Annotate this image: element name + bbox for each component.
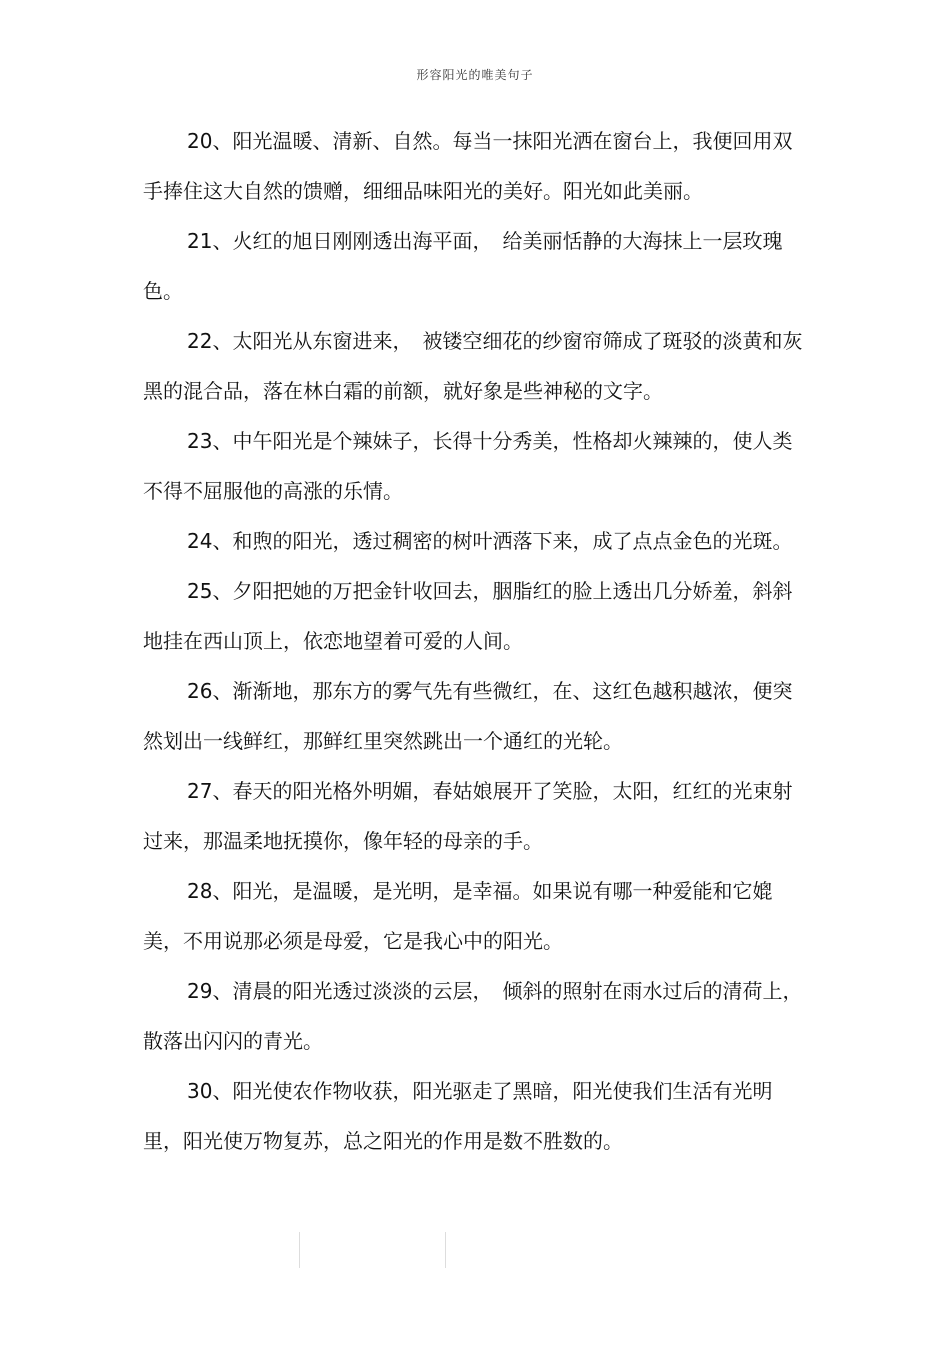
paragraph-24: 24、和煦的阳光，透过稠密的树叶洒落下来，成了点点金色的光斑。 <box>187 529 793 553</box>
paragraph-23: 23、中午阳光是个辣妹子，长得十分秀美，性格却火辣辣的，使人类不得不屈服他的高涨的乐情。 <box>143 429 793 503</box>
divider-right <box>445 1232 446 1268</box>
document-body <box>143 116 803 1166</box>
paragraph-27: 27、春天的阳光格外明媚，春姑娘展开了笑脸，太阳，红红的光束射过来，那温柔地抚摸你，像年轻的母亲的手。 <box>143 779 793 853</box>
paragraph-20: 20、阳光温暖、清新、自然。每当一抹阳光洒在窗台上，我便回用双手捧住这大自然的馈赠，细细品味阳光的美好。阳光如此美丽。 <box>143 129 793 203</box>
paragraph-21: 21、火红的旭日刚刚透出海平面， 给美丽恬静的大海抹上一层玫瑰色。 <box>143 229 783 303</box>
paragraph-28: 28、阳光，是温暖，是光明，是幸福。如果说有哪一种爱能和它媲美，不用说那必须是母爱，它是我心中的阳光。 <box>143 879 773 953</box>
paragraph-26: 26、渐渐地，那东方的雾气先有些微红，在、这红色越积越浓，便突然划出一线鲜红，那鲜红里突然跳出一个通红的光轮。 <box>143 679 793 753</box>
paragraph-25: 25、夕阳把她的万把金针收回去，胭脂红的脸上透出几分娇羞，斜斜地挂在西山顶上，依恋地望着可爱的人间。 <box>143 579 793 653</box>
page-header: 形容阳光的唯美句子 <box>416 68 534 82</box>
divider-left <box>299 1232 300 1268</box>
paragraph-29: 29、清晨的阳光透过淡淡的云层， 倾斜的照射在雨水过后的清荷上，散落出闪闪的青光。 <box>143 979 803 1053</box>
footer-dividers <box>0 1232 950 1272</box>
paragraph-22: 22、太阳光从东窗进来， 被镂空细花的纱窗帘筛成了斑驳的淡黄和灰黑的混合品，落在林白霜的前额，就好象是些神秘的文字。 <box>143 329 803 403</box>
paragraph-30: 30、阳光使农作物收获，阳光驱走了黑暗，阳光使我们生活有光明里，阳光使万物复苏，总之阳光的作用是数不胜数的。 <box>143 1079 773 1153</box>
